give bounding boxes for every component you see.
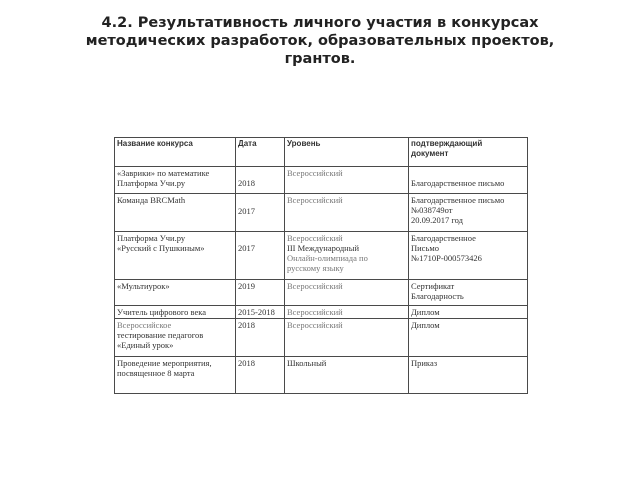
cell-name: Команда BRCMath [115,194,236,232]
table-row [115,306,528,319]
cell-date: 2017 [236,232,285,280]
cell-date: 2018 [236,357,285,394]
cell-name: Всероссийское тестирование педагогов «Единый урок» [115,319,236,357]
cell-level: Всероссийский III Международный Онлайн-олимпиада по русскому языку [285,232,409,280]
cell-document: Диплом [409,306,528,319]
cell-document: Благодарственное письмо [409,167,528,194]
column-header-document: подтверждающий документ [409,138,528,167]
table-header-row [115,138,528,167]
cell-level: Всероссийский [285,167,409,194]
cell-document: Благодарственное письмо №038749от 20.09.2017 год [409,194,528,232]
cell-document: Диплом [409,319,528,357]
cell-name: Проведение мероприятия, посвященное 8 марта [115,357,236,394]
table-row [115,232,528,280]
table-row [115,319,528,357]
heading-line: грантов. [284,51,356,67]
cell-name: «Заврики» по математике Платформа Учи.ру [115,167,236,194]
cell-date: 2015-2018 [236,306,285,319]
cell-name: «Мультиурок» [115,280,236,306]
cell-document: Благодарственное Письмо №1710Р-000573426 [409,232,528,280]
heading-line: методических разработок, образовательных проектов, [85,33,555,49]
table-row [115,357,528,394]
column-header-level: Уровень [285,138,409,167]
cell-name: Учитель цифрового века [115,306,236,319]
heading-line: 4.2. Результативность личного участия в конкурсах [101,15,539,31]
cell-document: Сертификат Благодарность [409,280,528,306]
cell-level: Всероссийский [285,194,409,232]
contest-results-table [114,137,528,394]
column-header-name: Название конкурса [115,138,236,167]
cell-level: Школьный [285,357,409,394]
cell-name: Платформа Учи.ру «Русский с Пушкиным» [115,232,236,280]
cell-date: 2017 [236,194,285,232]
cell-date: 2018 [236,167,285,194]
cell-level: Всероссийский [285,306,409,319]
cell-date: 2018 [236,319,285,357]
cell-document: Приказ [409,357,528,394]
column-header-date: Дата [236,138,285,167]
section-heading [40,14,600,68]
cell-level: Всероссийский [285,280,409,306]
cell-level: Всероссийский [285,319,409,357]
table-row [115,194,528,232]
table-row [115,167,528,194]
table-row [115,280,528,306]
cell-date: 2019 [236,280,285,306]
